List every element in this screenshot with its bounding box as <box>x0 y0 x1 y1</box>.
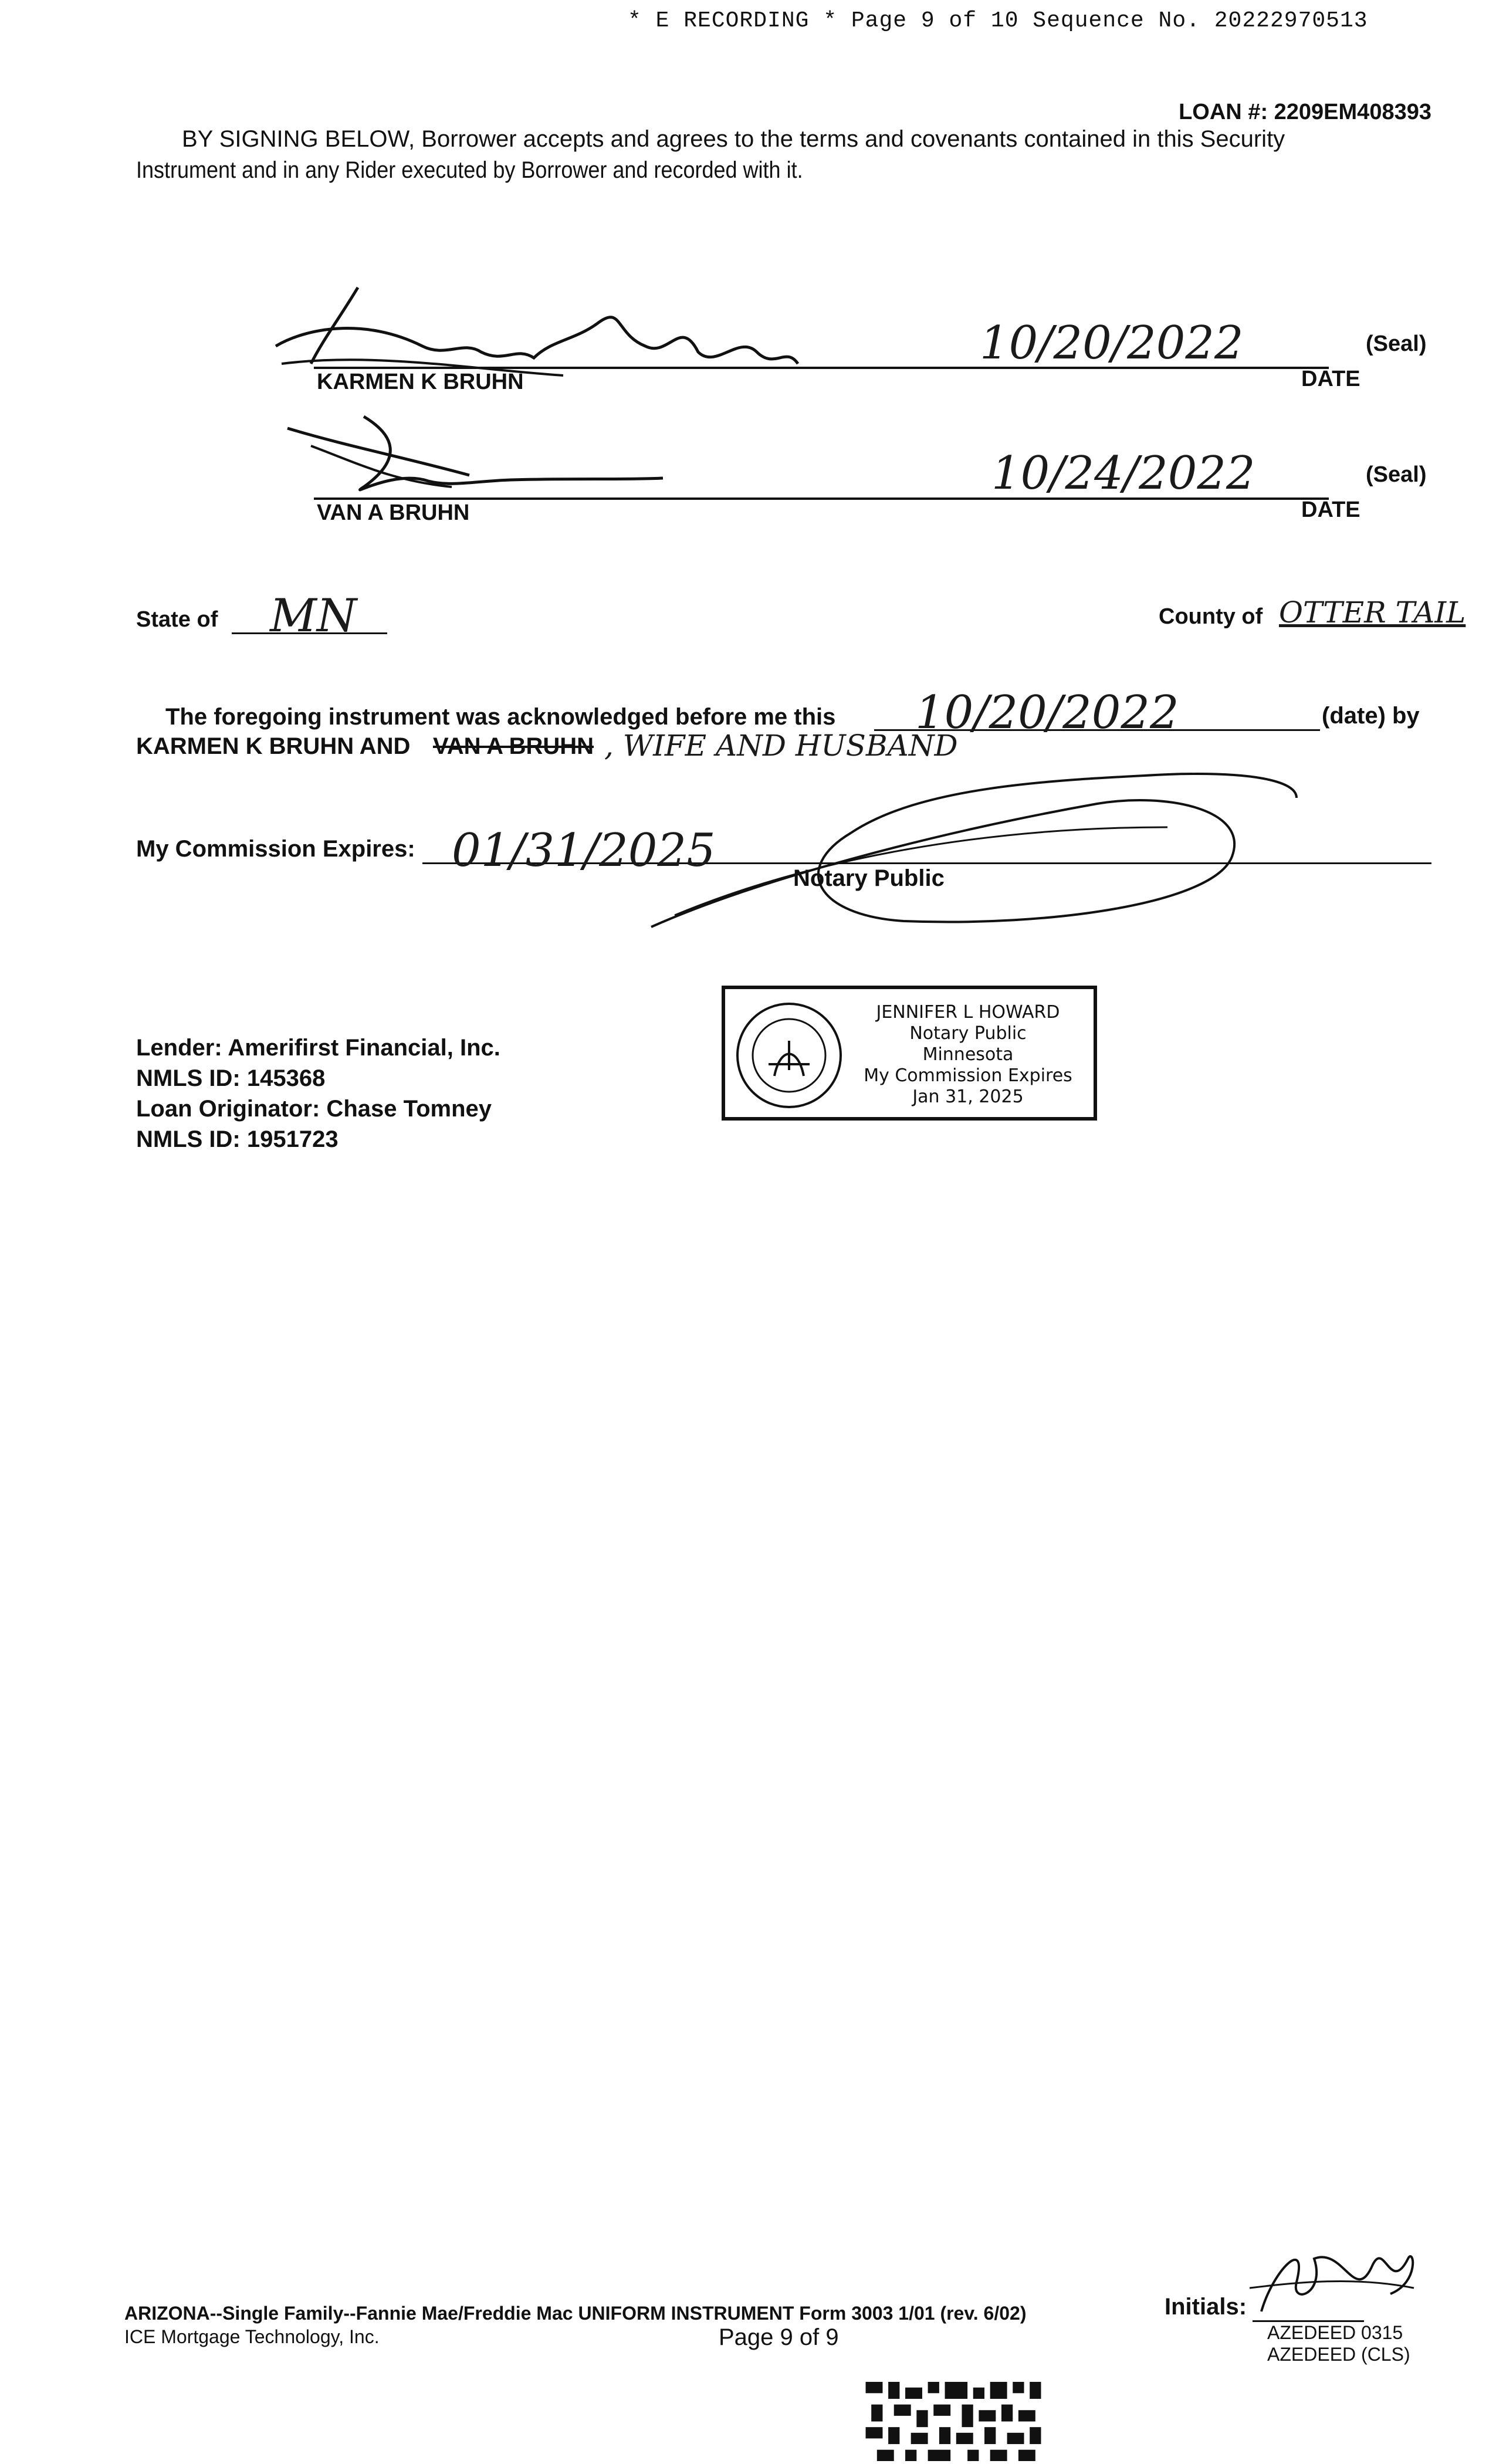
struck-name: VAN A BRUHN <box>433 733 594 759</box>
barcode-icon <box>862 2382 1044 2461</box>
acknowledgment-date: 10/20/2022 <box>915 686 1179 739</box>
ack-names-prefix: KARMEN K BRUHN AND <box>136 733 411 759</box>
stamp-title: Notary Public <box>909 1023 1027 1044</box>
loan-originator: Loan Originator: Chase Tomney <box>136 1096 492 1122</box>
stamp-expires-label: My Commission Expires <box>864 1065 1072 1086</box>
stamp-name: JENNIFER L HOWARD <box>876 1002 1060 1023</box>
county-label: County of <box>1159 604 1263 629</box>
seal-label-1: (Seal) <box>1366 331 1427 356</box>
loan-number: LOAN #: 2209EM408393 <box>1179 100 1431 124</box>
initials-signature <box>1238 2223 1426 2317</box>
stamp-expires-date: Jan 31, 2025 <box>912 1087 1024 1107</box>
county-value: OTTER TAIL <box>1279 595 1466 629</box>
initials-label: Initials: <box>1165 2294 1247 2320</box>
handwritten-addition: , WIFE AND HUSBAND <box>604 729 958 763</box>
seal-label-2: (Seal) <box>1366 462 1427 487</box>
signature-date-karmen: 10/20/2022 <box>980 317 1244 370</box>
recording-header: * E RECORDING * Page 9 of 10 Sequence No. 20222970513 <box>628 8 1368 33</box>
footer-company: ICE Mortgage Technology, Inc. <box>124 2326 380 2347</box>
originator-nmls: NMLS ID: 1951723 <box>136 1126 339 1152</box>
footer-page: Page 9 of 9 <box>719 2324 839 2350</box>
footer-code-1: AZEDEED 0315 <box>1267 2322 1403 2343</box>
footer-code-2: AZEDEED (CLS) <box>1267 2344 1410 2365</box>
lender-info <box>136 1033 500 1155</box>
intro-line-1: BY SIGNING BELOW, Borrower accepts and agrees to the terms and covenants contained in this Security <box>182 126 1285 152</box>
acknowledgment-text: The foregoing instrument was acknowledged before me this <box>165 704 836 730</box>
notary-signature <box>639 739 1314 939</box>
lender-nmls: NMLS ID: 145368 <box>136 1065 326 1091</box>
footer-form: ARIZONA--Single Family--Fannie Mae/Freddie Mac UNIFORM INSTRUMENT Form 3003 1/01 (rev. 6/02) <box>124 2303 1027 2324</box>
state-value: MN <box>270 590 357 642</box>
commission-value: 01/31/2025 <box>452 824 716 877</box>
notary-stamp <box>722 986 1097 1121</box>
commission-label: My Commission Expires: <box>136 836 415 862</box>
state-seal-icon <box>733 1000 845 1111</box>
signature-van <box>276 411 686 505</box>
date-label-2: DATE <box>1301 497 1360 522</box>
notary-public-label: Notary Public <box>793 865 945 891</box>
signer-name-van: VAN A BRUHN <box>317 500 470 525</box>
intro-line-2: Instrument and in any Rider executed by Borrower and recorded with it. <box>136 157 803 183</box>
lender-name: Lender: Amerifirst Financial, Inc. <box>136 1035 500 1061</box>
stamp-state: Minnesota <box>922 1044 1014 1065</box>
date-label-1: DATE <box>1301 367 1360 391</box>
signer-name-karmen: KARMEN K BRUHN <box>317 370 524 394</box>
signature-date-van: 10/24/2022 <box>991 447 1255 500</box>
state-label: State of <box>136 607 218 632</box>
date-by-label: (date) by <box>1322 703 1420 729</box>
